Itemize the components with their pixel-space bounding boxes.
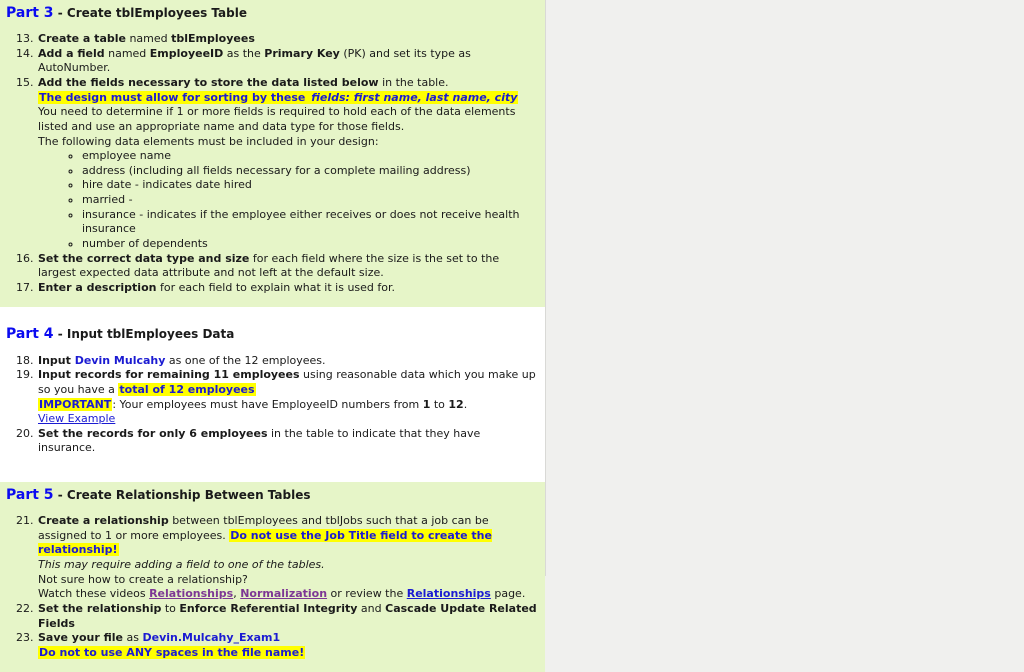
list-item xyxy=(37,47,537,76)
text-segment: Set the relationship xyxy=(38,601,162,615)
part4-number: Part 4 xyxy=(6,326,54,343)
part3-numbered-list xyxy=(6,32,537,295)
text-line xyxy=(38,398,537,413)
text-segment: The design must allow for sorting by these xyxy=(39,90,310,104)
bullet-item: ◦ employee name xyxy=(82,149,537,164)
list-item xyxy=(37,631,537,660)
section-part3 xyxy=(0,0,545,307)
text-segment: (PK) and set its type as AutoNumber. xyxy=(38,46,471,75)
text-segment: between tblEmployees and tblJobs such that a job can be assigned to 1 or more employees. xyxy=(38,514,489,542)
text-line xyxy=(38,47,537,76)
text-line xyxy=(38,91,537,106)
text-segment: Add a field xyxy=(38,46,105,60)
bullet-item: ◦ hire date - indicates date hired xyxy=(82,178,537,193)
text-segment: Watch these videos xyxy=(38,587,150,601)
list-item xyxy=(37,281,537,296)
text-segment: Input xyxy=(38,353,75,367)
text-segment: Create a table xyxy=(38,32,126,46)
text-segment: This may require adding a field to one of the tables. xyxy=(38,558,325,572)
part5-heading xyxy=(6,484,537,504)
text-segment: IMPORTANT xyxy=(39,397,112,411)
text-segment: Enforce Referential Integrity xyxy=(179,601,358,615)
text-segment: Do not use the Job Title field to create the relationship! xyxy=(38,528,492,557)
text-segment: Add the fields necessary to store the data listed below xyxy=(38,76,379,90)
text-segment: tblEmployees xyxy=(171,32,255,46)
text-segment: The following data elements must be included in your design: xyxy=(38,134,379,148)
normalization-video-link[interactable]: Normalization xyxy=(240,587,328,601)
section-part4 xyxy=(0,307,545,468)
text-segment: as the xyxy=(223,46,265,60)
part5-numbered-list xyxy=(6,514,537,660)
list-item xyxy=(37,76,537,252)
text-segment: page. xyxy=(490,587,526,601)
text-segment: EmployeeID xyxy=(149,46,224,60)
part3-heading xyxy=(6,2,537,22)
text-line xyxy=(38,412,537,427)
text-line xyxy=(38,135,537,150)
text-line xyxy=(38,646,537,661)
text-segment: , xyxy=(233,587,241,601)
bullet-item: ◦ married - xyxy=(82,193,537,208)
text-segment: Do not to use ANY spaces in the file name! xyxy=(39,645,305,659)
text-line xyxy=(38,631,537,646)
text-segment: You need to determine if 1 or more fields is required to hold each of the data elements listed and use an appropriate name and data type for those fields. xyxy=(38,105,516,133)
bullet-item: ◦ address (including all fields necessary for a complete mailing address) xyxy=(82,164,537,179)
text-line xyxy=(38,32,537,47)
text-line xyxy=(38,354,537,369)
text-line xyxy=(38,427,537,456)
text-line xyxy=(38,281,537,296)
list-item xyxy=(37,252,537,281)
list-item xyxy=(37,427,537,456)
text-segment: named xyxy=(125,32,172,46)
text-segment: 1 xyxy=(422,397,431,411)
part4-title: - Input tblEmployees Data xyxy=(53,327,235,342)
bullet-item: ◦ insurance - indicates if the employee either receives or does not receive health insurance xyxy=(82,208,537,237)
text-segment: to xyxy=(430,397,449,411)
text-segment: in the table. xyxy=(378,76,449,90)
text-segment: as one of the 12 employees. xyxy=(165,353,326,367)
text-segment: Save your file xyxy=(38,631,124,645)
relationships-video-link[interactable]: Relationships xyxy=(149,587,234,601)
text-segment: Set the correct data type and size xyxy=(38,251,250,265)
text-line xyxy=(38,252,537,281)
text-segment: 12 xyxy=(448,397,464,411)
text-segment: as xyxy=(123,631,143,645)
student-name: Devin Mulcahy xyxy=(74,353,166,367)
text-line xyxy=(38,587,537,602)
relationships-page-link[interactable]: Relationships xyxy=(406,587,491,601)
text-line xyxy=(38,514,537,558)
text-segment: . xyxy=(463,397,468,411)
text-segment: Enter a description xyxy=(38,280,157,294)
part4-heading xyxy=(6,323,537,343)
part5-number: Part 5 xyxy=(6,487,54,503)
part4-numbered-list xyxy=(6,354,537,456)
text-segment: fields: first name, last name, city xyxy=(311,90,518,104)
text-segment: Input records for remaining 11 employees xyxy=(38,368,300,382)
section-part5 xyxy=(0,482,545,672)
part5-title: - Create Relationship Between Tables xyxy=(53,488,311,502)
text-segment: to xyxy=(161,601,180,615)
bullet-item: ◦ number of dependents xyxy=(82,237,537,252)
text-line xyxy=(38,105,537,134)
text-segment: using reasonable data which you make up so you have a xyxy=(38,368,536,396)
list-item xyxy=(37,602,537,631)
list-item xyxy=(37,368,537,427)
list-item xyxy=(37,32,537,47)
text-segment: Primary Key xyxy=(264,46,340,60)
text-line xyxy=(38,573,537,588)
text-segment: Set the records for only 6 employees xyxy=(38,426,268,440)
text-segment: in the table to indicate that they have insurance. xyxy=(38,426,481,455)
file-name: Devin.Mulcahy_Exam1 xyxy=(142,631,281,645)
text-segment: or review the xyxy=(327,587,407,601)
text-segment: named xyxy=(104,46,150,60)
bullet-list xyxy=(38,149,537,251)
empty-background-panel xyxy=(545,0,1024,576)
text-segment: Cascade Update Related Fields xyxy=(38,601,537,630)
text-line xyxy=(38,368,537,397)
view-example-link[interactable]: View Example xyxy=(38,412,116,426)
list-item xyxy=(37,514,537,602)
text-segment: for each field to explain what it is used for. xyxy=(156,280,395,294)
part3-number: Part 3 xyxy=(6,5,54,21)
text-line xyxy=(38,76,537,91)
text-line xyxy=(38,602,537,631)
text-segment: : Your employees must have EmployeeID numbers from xyxy=(112,397,423,411)
text-segment: total of 12 employees xyxy=(119,382,255,396)
text-segment: Not sure how to create a relationship? xyxy=(38,572,248,586)
list-item xyxy=(37,354,537,369)
text-segment: and xyxy=(357,601,386,615)
text-segment: Create a relationship xyxy=(38,514,169,528)
part3-title: - Create tblEmployees Table xyxy=(53,6,247,20)
text-line xyxy=(38,558,537,573)
text-segment: for each field where the size is the set to the largest expected data attribute and not left at the default size. xyxy=(38,251,500,280)
